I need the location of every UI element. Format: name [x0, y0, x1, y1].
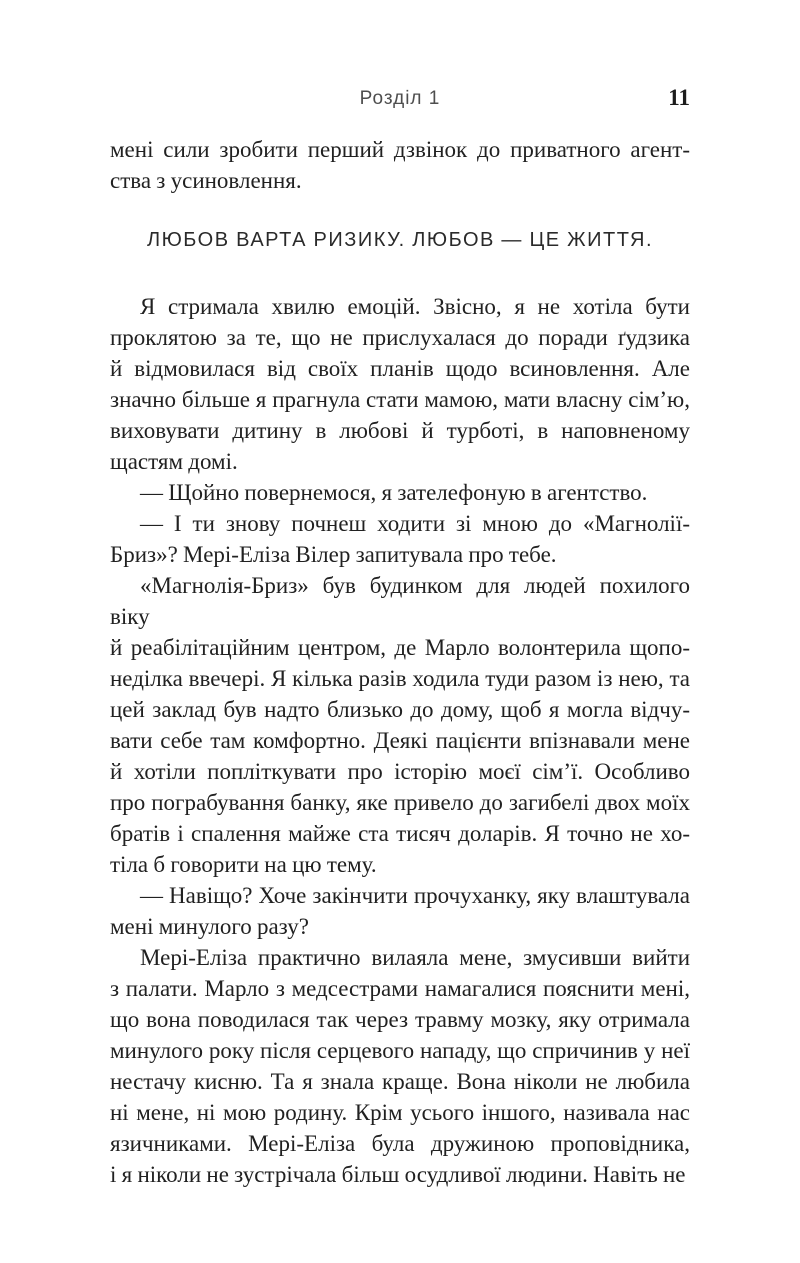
chapter-title: Розділ 1	[359, 88, 441, 109]
text-line: тіла б говорити на цю тему.	[110, 852, 377, 877]
text-line: й хотіли попліткувати про історію моєї сім’ї. Особливо	[110, 759, 690, 784]
text-line: неділка ввечері. Я кілька разів ходила туди разом із нею, та	[110, 666, 690, 691]
text-line: цей заклад був надто близько до дому, щоб я могла відчу-	[110, 697, 690, 722]
text-line: значно більше я прагнула стати мамою, мати власну сім’ю,	[110, 387, 690, 412]
text-line: і я ніколи не зустрічала більш осудливої людини. Навіть не	[110, 1162, 686, 1187]
text-line: мені сили зробити перший дзвінок до приватного агент-	[110, 137, 690, 162]
paragraph	[110, 942, 690, 1190]
text-line: виховувати дитину в любові й турботі, в наповненому	[110, 418, 690, 443]
text-line: з палати. Марло з медсестрами намагалися пояснити мені,	[110, 976, 690, 1001]
text-line: мені минулого разу?	[110, 914, 309, 939]
text-line: нестачу кисню. Та я знала краще. Вона ніколи не любила	[110, 1069, 690, 1094]
page-number: 11	[668, 85, 690, 110]
text-line: братів і спалення майже ста тисяч доларів. Я точно не хо-	[110, 821, 690, 846]
paragraph	[110, 508, 690, 570]
paragraph	[110, 477, 690, 508]
paragraph	[110, 134, 690, 196]
text-line: — Щойно повернемося, я зателефоную в агентство.	[140, 480, 648, 505]
text-line: що вона поводилася так через травму мозку, яку отримала	[110, 1007, 690, 1032]
text-line: Мері-Еліза практично вилаяла мене, змусивши вийти	[140, 945, 690, 970]
paragraph	[110, 291, 690, 477]
text-line: Я стримала хвилю емоцій. Звісно, я не хотіла бути	[140, 294, 690, 319]
text-line: «Магнолія-Бриз» був будинком для людей похилого віку	[110, 573, 690, 629]
text-line: — Навіщо? Хоче закінчити прочуханку, яку влаштувала	[140, 883, 690, 908]
text-line: й реабілітаційним центром, де Марло волонтерила щопо-	[110, 635, 690, 660]
page-body	[110, 134, 690, 1190]
text-line: ства з усиновлення.	[110, 168, 302, 193]
text-line: вати себе там комфортно. Деякі пацієнти впізнавали мене	[110, 728, 690, 753]
text-line: ЛЮБОВ ВАРТА РИЗИКУ. ЛЮБОВ — ЦЕ ЖИТТЯ.	[146, 229, 654, 251]
running-header	[110, 85, 690, 114]
section-heading	[110, 227, 690, 253]
text-line: щастям домі.	[110, 449, 238, 474]
book-page	[110, 0, 690, 1263]
paragraph	[110, 880, 690, 942]
text-line: проклятою за те, що не прислухалася до поради ґудзика	[110, 325, 690, 350]
text-line: ні мене, ні мою родину. Крім усього іншого, називала нас	[110, 1100, 690, 1125]
paragraph	[110, 570, 690, 880]
text-line: про пограбування банку, яке привело до загибелі двох моїх	[110, 790, 690, 815]
text-line: Бриз»? Мері-Еліза Вілер запитувала про тебе.	[110, 542, 557, 567]
text-line: язичниками. Мері-Еліза була дружиною проповідника,	[110, 1131, 690, 1156]
text-line: й відмовилася від своїх планів щодо всиновлення. Але	[110, 356, 690, 381]
text-line: минулого року після серцевого нападу, що спричинив у неї	[110, 1038, 690, 1063]
text-line: — І ти знову почнеш ходити зі мною до «Магнолії-	[140, 511, 690, 536]
